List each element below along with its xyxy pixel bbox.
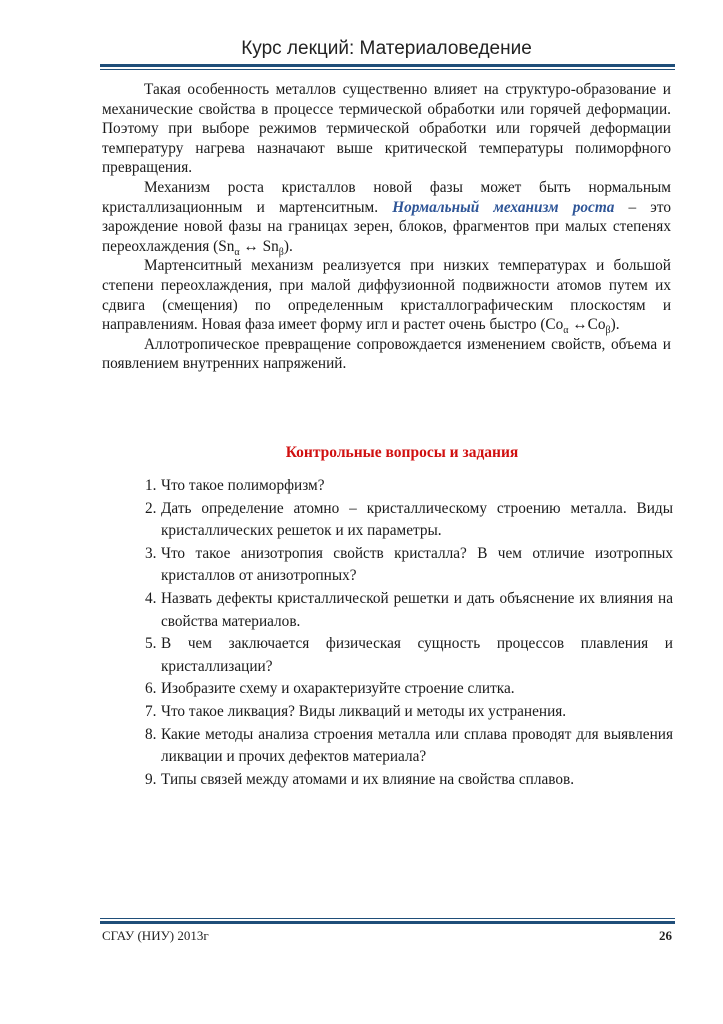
list-number: 6. [145, 680, 157, 698]
list-item [102, 724, 673, 769]
list-item [102, 678, 673, 701]
list-item [102, 543, 673, 588]
list-item [102, 769, 673, 792]
list-item [102, 701, 673, 724]
text-run: ). [283, 237, 293, 255]
list-text: Назвать дефекты кристаллической решетки и дать объяснение их влияния на свойства материалов. [161, 589, 673, 630]
list-number: 4. [145, 589, 157, 607]
questions-list [102, 475, 673, 791]
subscript: α [563, 325, 569, 337]
text-run: – это зарождение новой фазы на границах зерен, блоков, фрагментов при малых степенях переохлаждения (Sn [102, 198, 672, 255]
list-number: 7. [145, 702, 157, 720]
paragraph [102, 256, 671, 337]
page-number: 26 [659, 928, 672, 943]
page-header-title: Курс лекций: Материаловедение [241, 38, 532, 59]
text-run: ↔ Sn [239, 237, 279, 255]
subscript: β [278, 246, 284, 258]
list-text: Изобразите схему и охарактеризуйте строение слитка. [161, 680, 515, 698]
list-item [102, 475, 673, 498]
list-number: 2. [145, 499, 157, 517]
list-text: Дать определение атомно – кристаллическому строению металла. Виды кристаллических решеток и их параметры. [161, 499, 673, 540]
subscript: α [234, 246, 240, 258]
list-text: Что такое анизотропия свойств кристалла? В чем отличие изотропных кристаллов от анизотропных? [161, 544, 673, 585]
list-text: Какие методы анализа строения металла или сплава проводят для выявления ликвации и прочих дефектов материала? [161, 725, 673, 766]
list-number: 5. [145, 635, 157, 653]
paragraph: Такая особенность металлов существенно влияет на структуро-образование и механические свойства в процессе термической обработки или горячей деформации. Поэтому при выборе режимов термической обработки или горячей деформации температуру нагрева назначают выше критической температуры полиморфного превращения. [102, 81, 671, 177]
text-run: Механизм роста кристаллов новой фазы может быть нормальным кристаллизационным и мартенситным. [102, 178, 671, 216]
list-number: 8. [145, 725, 157, 743]
body-text [102, 80, 671, 374]
footer-source: СГАУ (НИУ) 2013г [102, 928, 209, 943]
highlighted-term: Нормальный механизм роста [392, 198, 615, 216]
footer-rule [100, 918, 675, 924]
list-item [102, 588, 673, 633]
list-item [102, 498, 673, 543]
text-run: Мартенситный механизм реализуется при низких температурах и большой степени переохлаждения, при малой диффузионной подвижности атомов путем их сдвига (смещения) по определенным кристаллографическим плоскостям и направлениям. Новая фаза имеет форму игл и растет очень быстро (Co [102, 257, 671, 334]
list-item [102, 633, 673, 678]
questions-heading: Контрольные вопросы и задания [285, 444, 519, 461]
list-text: Что такое полиморфизм? [161, 477, 325, 494]
text-run: ↔Co [568, 316, 606, 334]
list-number: 1. [145, 477, 157, 494]
text-run: ). [610, 316, 620, 334]
paragraph: Аллотропическое превращение сопровождается изменением свойств, объема и появлением внутренних напряжений. [102, 335, 671, 373]
list-number: 9. [145, 770, 157, 788]
list-number: 3. [145, 544, 157, 562]
subscript: β [605, 325, 611, 337]
list-text: Что такое ликвация? Виды ликваций и методы их устранения. [161, 702, 567, 720]
paragraph [102, 178, 671, 256]
list-text: В чем заключается физическая сущность процессов плавления и кристаллизации? [161, 635, 673, 675]
header-rule [100, 64, 675, 70]
list-text: Типы связей между атомами и их влияние на свойства сплавов. [161, 770, 575, 788]
